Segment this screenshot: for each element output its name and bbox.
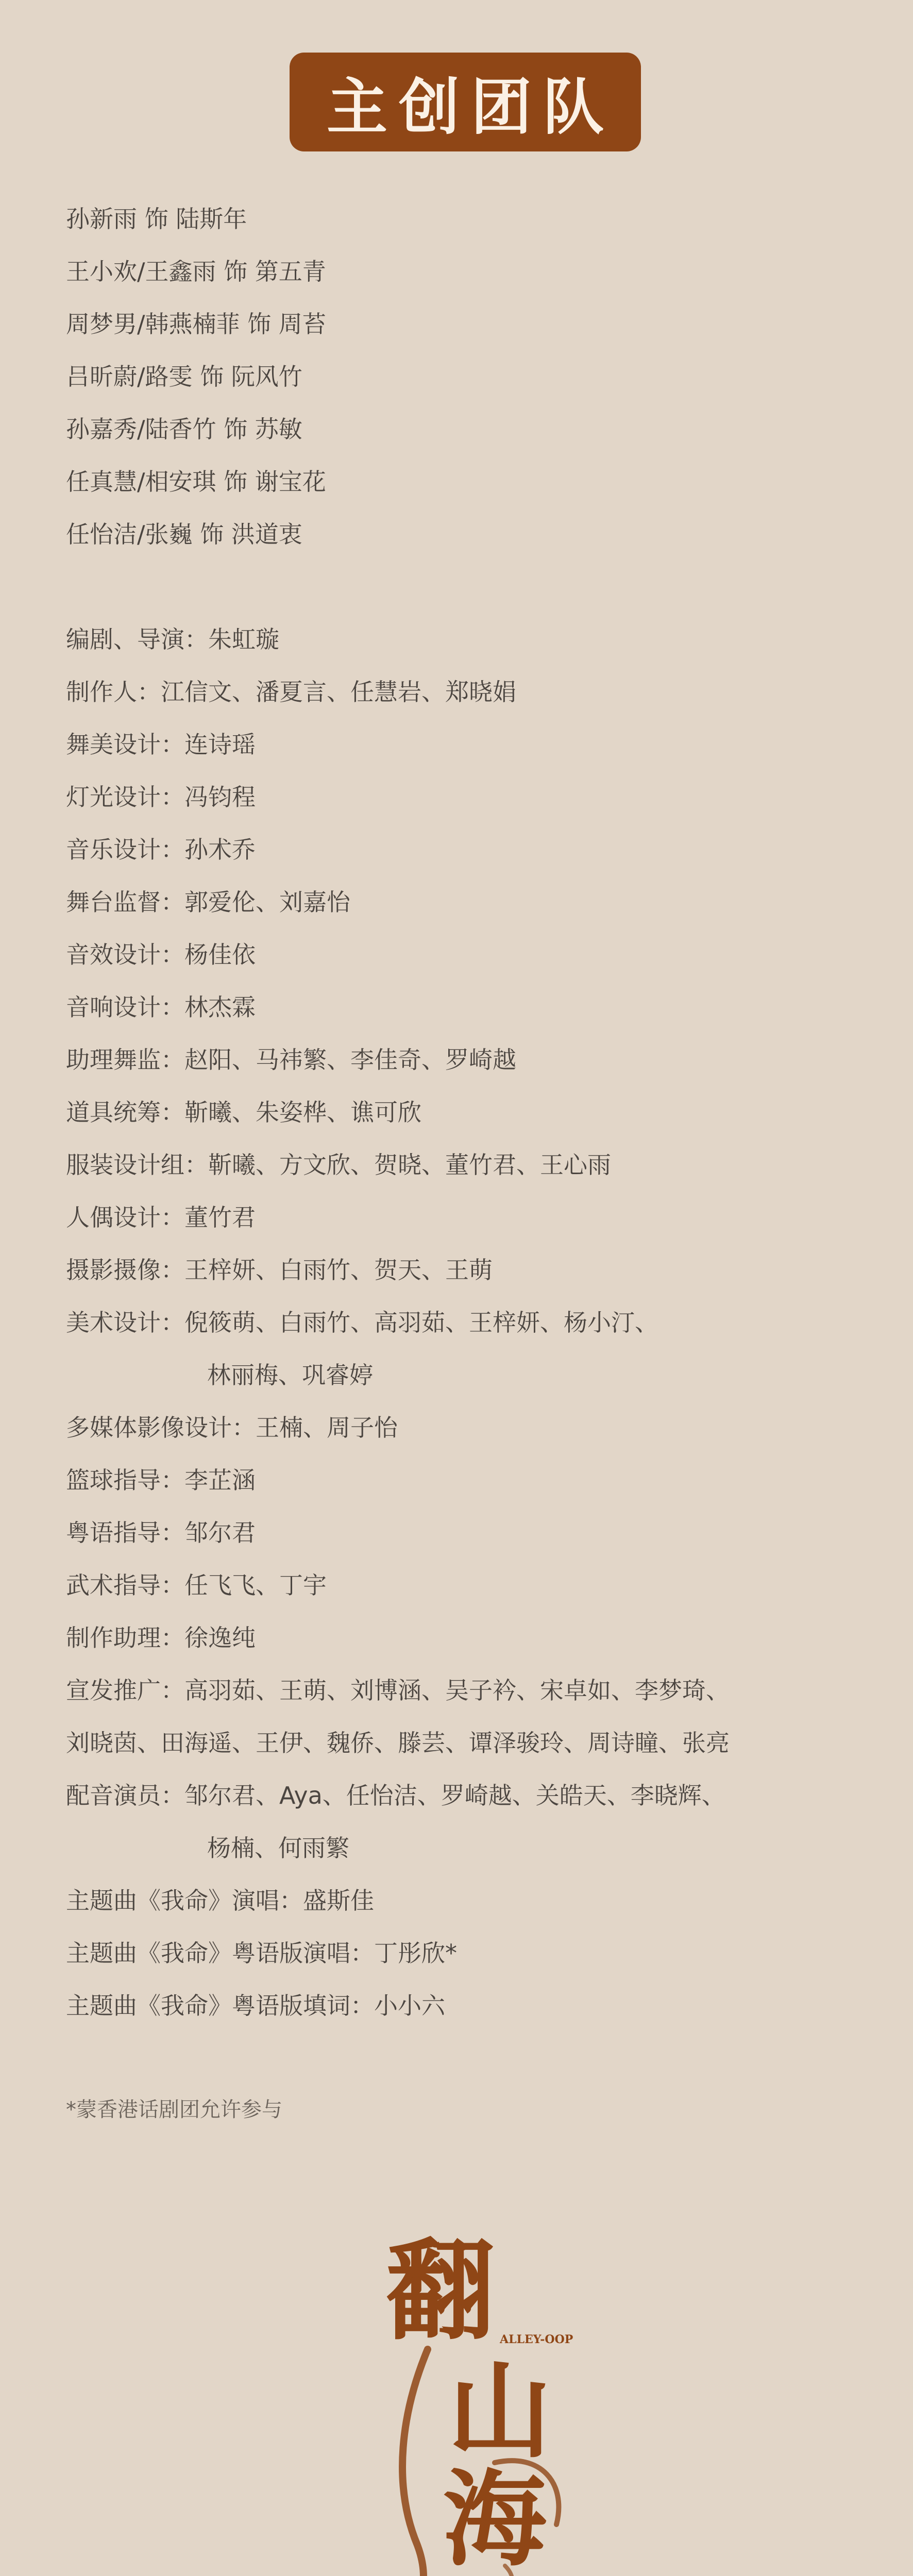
crew-line: [66, 674, 870, 710]
logo-mark: [371, 2195, 587, 2576]
cast-line: 周梦男/韩燕楠菲 饰 周苔: [66, 310, 326, 338]
crew-role: 美术设计：: [66, 1309, 184, 1336]
crew-names: 朱虹璇: [208, 625, 279, 653]
crew-names: 邹尔君、Aya、任怡洁、罗崎越、关皓天、李晓辉、: [184, 1782, 725, 1809]
show-logo: [371, 2195, 587, 2576]
crew-role: 音响设计：: [66, 993, 184, 1021]
crew-line: [66, 884, 870, 920]
crew-line: [66, 621, 870, 657]
crew-role: 编剧、导演：: [66, 625, 208, 653]
crew-names: 徐逸纯: [184, 1624, 256, 1652]
crew-role: 摄影摄像：: [66, 1256, 184, 1284]
crew-names: 王楠、周子怡: [256, 1414, 398, 1442]
logo-char-1: 翻: [386, 2227, 495, 2354]
crew-names: 连诗瑶: [184, 731, 256, 758]
crew-line: [66, 832, 870, 868]
page-title: 主创团队: [290, 53, 641, 151]
crew-line: [66, 1567, 870, 1603]
crew-role: 灯光设计：: [66, 783, 184, 811]
crew-names: 王梓妍、白雨竹、贺天、王萌: [184, 1256, 493, 1284]
crew-line: [66, 1304, 870, 1341]
crew-role: 主题曲《我命》粤语版填词：: [66, 1992, 374, 2020]
cast-line: 王小欢/王鑫雨 饰 第五青: [66, 258, 326, 285]
logo-brushwork: [386, 2227, 559, 2576]
crew-line: [66, 989, 870, 1025]
logo-char-2: 山: [448, 2351, 552, 2472]
cast-line: 任怡洁/张巍 饰 洪道衷: [66, 520, 302, 548]
crew-line: [66, 1672, 870, 1708]
crew-names: 倪筱萌、白雨竹、高羽茹、王梓妍、杨小汀、: [184, 1309, 658, 1336]
crew-role: 主题曲《我命》演唱：: [66, 1887, 303, 1914]
crew-line: [66, 1462, 870, 1498]
crew-names: 赵阳、马祎繁、李佳奇、罗崎越: [184, 1046, 516, 1074]
crew-role: 人偶设计：: [66, 1204, 184, 1231]
crew-names: 李芷涵: [184, 1466, 256, 1494]
crew-role: 篮球指导：: [66, 1466, 184, 1494]
crew-role: 宣发推广：: [66, 1676, 184, 1704]
crew-line: [66, 1777, 870, 1814]
logo-char-3: 海: [443, 2459, 547, 2576]
crew-line-continued: 刘晓茵、田海遥、王伊、魏侨、滕芸、谭泽骏玲、周诗瞳、张亮: [66, 1729, 730, 1757]
crew-line: [66, 1515, 870, 1551]
crew-line: [66, 1199, 870, 1235]
crew-line: [66, 726, 870, 762]
crew-role: 主题曲《我命》粤语版演唱：: [66, 1939, 374, 1967]
crew-line: [66, 1883, 870, 1919]
crew-names: 任飞飞、丁宇: [184, 1571, 327, 1599]
cast-line: 吕昕蔚/路雯 饰 阮风竹: [66, 363, 302, 391]
cast-line: 孙新雨 饰 陆斯年: [66, 205, 247, 233]
crew-line: [66, 779, 870, 815]
crew-role: 音效设计：: [66, 941, 184, 969]
crew-names: 靳曦、朱姿桦、谯可欣: [184, 1098, 421, 1126]
crew-role: 多媒体影像设计：: [66, 1414, 256, 1442]
crew-role: 粤语指导：: [66, 1519, 184, 1547]
crew-role: 助理舞监：: [66, 1046, 184, 1074]
crew-names: 孙术乔: [184, 836, 256, 863]
crew-role: 服装设计组：: [66, 1151, 208, 1179]
crew-line-continued: 杨楠、何雨繁: [207, 1834, 349, 1862]
crew-role: 武术指导：: [66, 1571, 184, 1599]
crew-names: 林杰霖: [184, 993, 256, 1021]
cast-line: 任真慧/相安琪 饰 谢宝花: [66, 468, 326, 496]
logo-english-title: ALLEY-OOP: [500, 2333, 573, 2346]
footnote: *蒙香港话剧团允许参与: [66, 2098, 282, 2122]
crew-role: 道具统筹：: [66, 1098, 184, 1126]
crew-line: [66, 1935, 870, 1971]
crew-role: 制作人：: [66, 678, 161, 706]
crew-line: [66, 1410, 870, 1446]
crew-names: 邹尔君: [184, 1519, 256, 1547]
crew-names: 郭爱伦、刘嘉怡: [184, 888, 350, 916]
crew-names: 丁彤欣*: [374, 1939, 457, 1967]
crew-role: 舞台监督：: [66, 888, 184, 916]
crew-line: [66, 1620, 870, 1656]
crew-line: [66, 1094, 870, 1130]
crew-line-continued: 林丽梅、巩睿婷: [207, 1361, 373, 1389]
crew-line: [66, 1988, 870, 2024]
crew-names: 盛斯佳: [303, 1887, 374, 1914]
crew-role: 配音演员：: [66, 1782, 184, 1809]
crew-line: [66, 1147, 870, 1183]
crew-names: 靳曦、方文欣、贺晓、董竹君、王心雨: [208, 1151, 611, 1179]
crew-names: 小小六: [374, 1992, 445, 2020]
crew-names: 董竹君: [184, 1204, 256, 1231]
crew-names: 杨佳依: [184, 941, 256, 969]
crew-line: [66, 1252, 870, 1288]
cast-line: 孙嘉秀/陆香竹 饰 苏敏: [66, 415, 302, 443]
crew-names: 江信文、潘夏言、任慧岩、郑晓娟: [161, 678, 516, 706]
crew-names: 高羽茹、王萌、刘博涵、吴子衿、宋卓如、李梦琦、: [184, 1676, 730, 1704]
crew-role: 舞美设计：: [66, 731, 184, 758]
crew-role: 制作助理：: [66, 1624, 184, 1652]
crew-role: 音乐设计：: [66, 836, 184, 863]
crew-names: 冯钧程: [184, 783, 256, 811]
crew-line: [66, 1042, 870, 1078]
crew-line: [66, 937, 870, 973]
